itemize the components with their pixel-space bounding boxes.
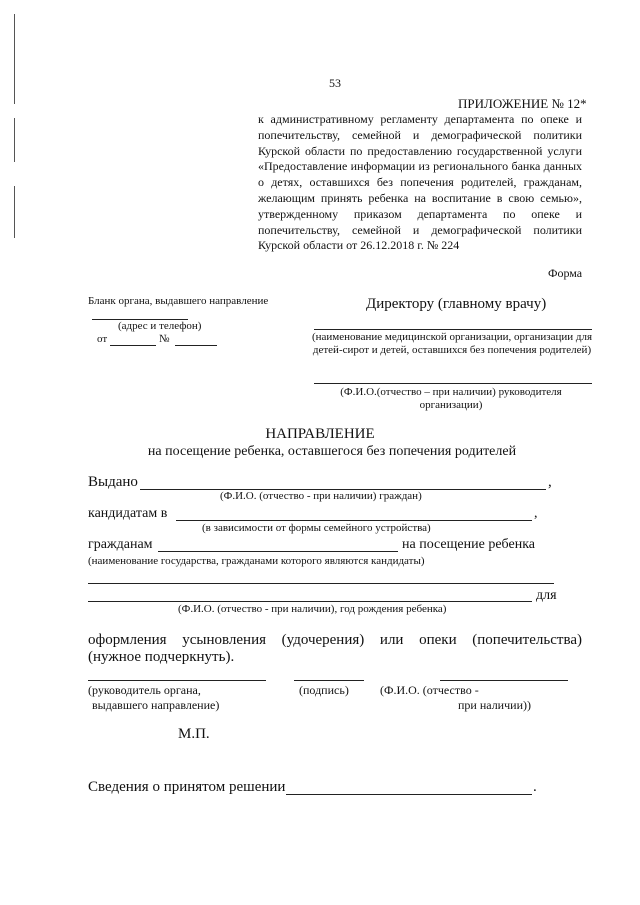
underline-note: (нужное подчеркнуть). (88, 649, 235, 665)
org-blank-label: Бланк органа, выдавшего направление (88, 295, 269, 307)
child-caption: (Ф.И.О. (отчество - при наличии), год рождения ребенка) (178, 603, 447, 615)
number-label: № (159, 333, 170, 345)
purpose-word: (попечительства) (472, 632, 582, 648)
org-name-caption: (наименование медицинской организации, организации для детей-сирот и детей, оставшихся без попечения родителей) (311, 331, 593, 357)
form-label: Форма (548, 266, 583, 280)
document-title: НАПРАВЛЕНИЕ (265, 426, 375, 442)
org-name-line (314, 329, 592, 330)
margin-mark (14, 186, 15, 238)
head-name-line (314, 383, 592, 384)
fio-caption-1: (Ф.И.О. (отчество - (380, 683, 479, 697)
issued-comma: , (548, 474, 552, 490)
extra-line[interactable] (88, 583, 554, 584)
page-number: 53 (329, 76, 341, 90)
for-label: для (536, 588, 557, 603)
child-line[interactable] (88, 601, 532, 602)
citizens-line[interactable] (158, 551, 398, 552)
director-label: Директору (главному врачу) (366, 296, 547, 312)
decision-label: Сведения о принятом решении (88, 779, 286, 795)
decision-period: . (533, 779, 537, 795)
appendix-title: ПРИЛОЖЕНИЕ № 12* (458, 96, 587, 111)
head-signature-line[interactable] (88, 680, 266, 681)
head-caption-1: (руководитель органа, (88, 683, 201, 697)
citizens-label: гражданам (88, 537, 153, 552)
candidates-line[interactable] (176, 520, 532, 521)
margin-mark (14, 118, 15, 162)
purpose-word: или (379, 632, 404, 648)
issued-label: Выдано (88, 474, 138, 490)
number-line (175, 345, 217, 346)
address-phone-caption: (адрес и телефон) (118, 320, 202, 332)
signature-line[interactable] (294, 680, 364, 681)
decision-line[interactable] (286, 794, 532, 795)
fio-caption-2: при наличии)) (458, 698, 531, 712)
head-caption-2: выдавшего направление) (92, 698, 220, 712)
signature-caption: (подпись) (299, 683, 349, 697)
purpose-line (88, 632, 582, 649)
margin-mark (14, 14, 15, 104)
candidates-comma: , (534, 506, 538, 521)
head-name-caption: (Ф.И.О.(отчество – при наличии) руководителя организации) (340, 386, 562, 412)
purpose-word: усыновления (182, 632, 266, 648)
purpose-word: оформления (88, 632, 167, 648)
issued-caption: (Ф.И.О. (отчество - при наличии) граждан) (220, 490, 422, 502)
candidates-label: кандидатам в (88, 506, 168, 521)
visit-label: на посещение ребенка (402, 537, 535, 552)
candidates-caption: (в зависимости от формы семейного устройства) (202, 522, 431, 534)
purpose-word: (удочерения) (281, 632, 365, 648)
fio-signature-line[interactable] (440, 680, 568, 681)
state-caption: (наименование государства, гражданами которого являются кандидаты) (88, 555, 425, 567)
document-subtitle: на посещение ребенка, оставшегося без попечения родителей (147, 444, 517, 459)
stamp-label: М.П. (178, 726, 210, 742)
from-label: от (97, 333, 108, 345)
purpose-word: опеки (419, 632, 457, 648)
appendix-text: к административному регламенту департамента по опеке и попечительству, семейной и демографической политики Курской области по предоставлению государственной услуги «Предоставление информации из регионального банка данных о детях, оставшихся без попечения родителей, гражданам, желающим принять ребенка на воспитание в свою семью», утвержденному приказом департамента по опеке и попечительству, семейной и демографической политики Курской области от 26.12.2018 г. № 224 (258, 112, 582, 253)
date-line (110, 345, 156, 346)
